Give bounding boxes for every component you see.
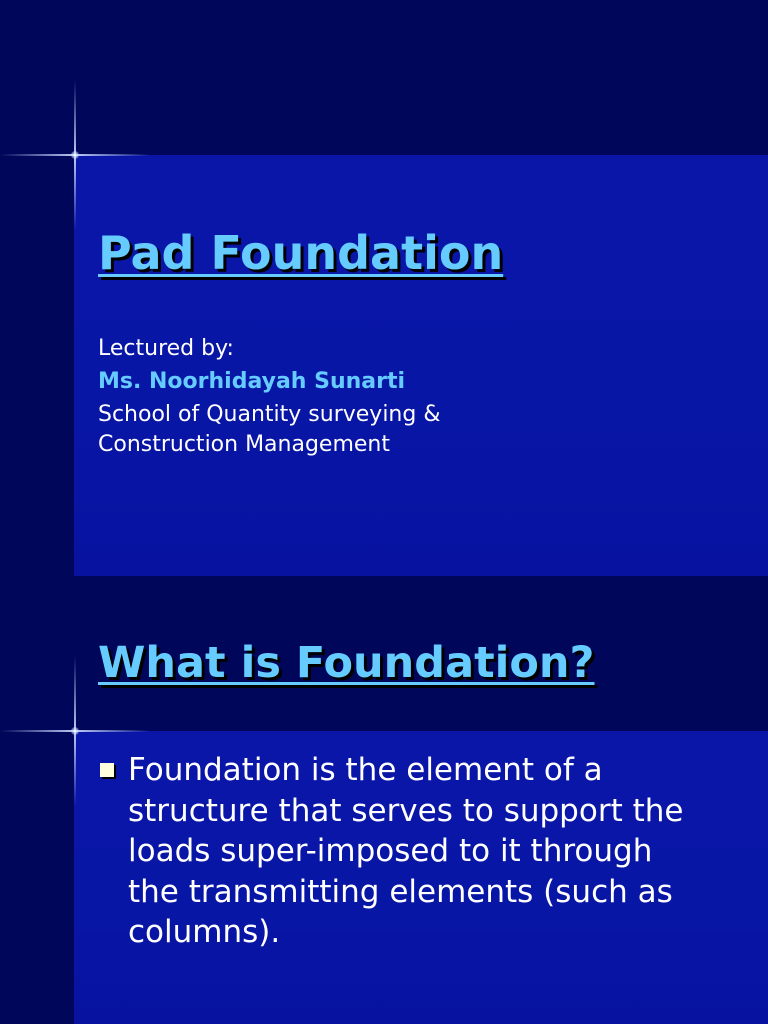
left-strip (0, 576, 74, 1024)
slide-2 (0, 576, 768, 1024)
list-item (98, 750, 698, 953)
lecturer-info (98, 334, 440, 460)
affiliation-line-2: Construction Management (98, 432, 390, 457)
slide-title: Pad Foundation (98, 226, 504, 280)
square-bullet-icon (100, 763, 114, 777)
bullet-text: Foundation is the element of a structure that serves to support the loads super-imposed to it through the transmitting elements (such as columns). (128, 752, 684, 950)
lectured-by-label: Lectured by: (98, 336, 234, 361)
lecturer-name: Ms. Noorhidayah Sunarti (98, 369, 406, 394)
slide-title: What is Foundation? (98, 638, 595, 688)
left-strip (0, 0, 74, 576)
affiliation-line-1: School of Quantity surveying & (98, 402, 441, 427)
bullet-list (98, 750, 698, 953)
top-band (0, 0, 768, 155)
